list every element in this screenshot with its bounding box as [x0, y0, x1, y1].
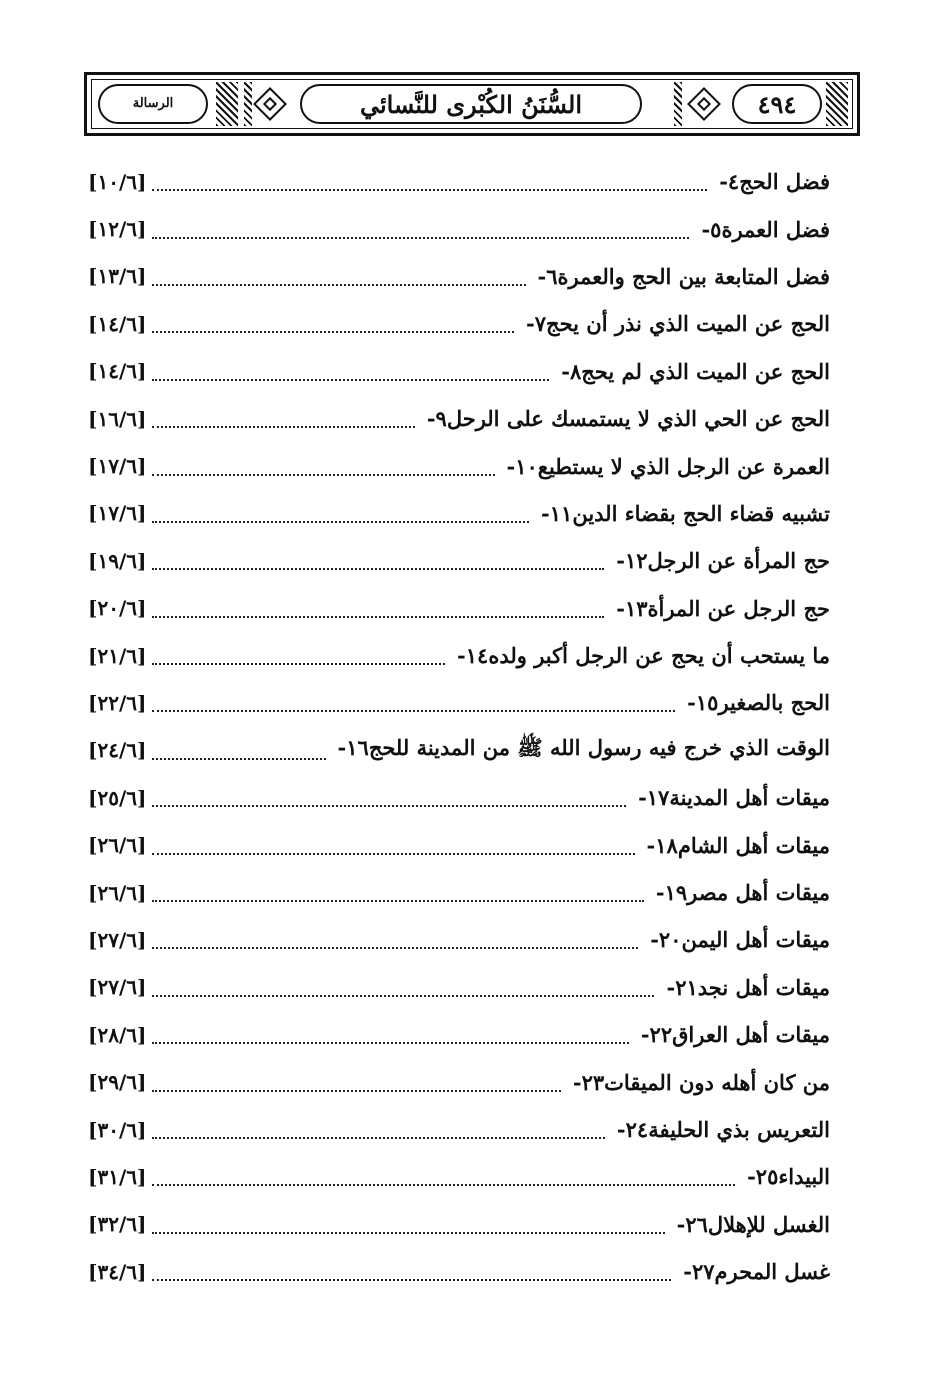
toc-entry-reference: [١٠/٦]: [88, 169, 147, 194]
toc-entry-heading: [641, 833, 830, 858]
toc-entry-number: ١٧-: [638, 785, 670, 811]
toc-entry: [88, 869, 830, 916]
toc-entry-title: التعريس بذي الحليفة: [648, 1117, 830, 1142]
toc-entry-heading: [660, 975, 830, 1000]
toc-entry: [88, 774, 830, 821]
toc-entry-reference: [٢١/٦]: [88, 643, 147, 668]
book-title: السُّنَنُ الكُبْرى للنَّسائي: [359, 89, 583, 119]
toc-entry-title: ميقات أهل العراق: [672, 1022, 830, 1048]
toc-entry-heading: [567, 1070, 830, 1095]
toc-entry-number: ٢٣-: [572, 1069, 605, 1095]
toc-entry-title: الحج عن الميت الذي نذر أن يحج: [546, 311, 830, 337]
toc-entry: [88, 442, 830, 489]
toc-entry-heading: [332, 735, 830, 766]
toc-entry-heading: [644, 927, 830, 952]
toc-entry-heading: [451, 643, 830, 668]
toc-entry-title: تشبيه قضاء الحج بقضاء الدين: [572, 500, 830, 526]
toc-entry-reference: [٢٦/٦]: [88, 833, 147, 858]
header-knot-left: [253, 87, 287, 121]
toc-entry-reference: [١٦/٦]: [88, 406, 147, 431]
page-number: ٤٩٤: [757, 89, 797, 119]
toc-entry: [88, 253, 830, 300]
toc-entry: [88, 300, 830, 347]
toc-dot-leader: [152, 662, 445, 665]
toc-entry-reference: [٢٢/٦]: [88, 690, 147, 715]
toc-entry-number: ٢١-: [666, 974, 698, 1000]
toc-dot-leader: [152, 1231, 664, 1234]
toc-entry-heading: [635, 1022, 830, 1047]
toc-dot-leader: [152, 473, 494, 476]
toc-entry-reference: [٢٧/٦]: [88, 927, 147, 952]
toc-entry-number: ٢٧-: [683, 1259, 715, 1285]
toc-entry-number: ٢٦-: [676, 1211, 708, 1237]
toc-entry-heading: [610, 548, 830, 573]
toc-entry-heading: [677, 1259, 830, 1284]
toc-entry-reference: [٣٤/٦]: [88, 1259, 147, 1284]
toc-entry: [88, 205, 830, 252]
book-title-cartouche: [300, 84, 642, 124]
toc-entry: [88, 537, 830, 584]
toc-entry-reference: [٢٩/٦]: [88, 1070, 147, 1095]
table-of-contents: [88, 158, 830, 1295]
toc-entry-number: ١٨-: [646, 832, 678, 858]
toc-entry-number: ٧-: [526, 311, 547, 337]
toc-entry-title: من كان أهله دون الميقات: [604, 1069, 830, 1095]
toc-entry-title: ميقات أهل مصر: [687, 880, 830, 906]
header-ornament-right: [826, 82, 848, 126]
toc-entry-heading: [741, 1164, 830, 1189]
toc-entry-heading: [650, 880, 830, 905]
header-inner-frame: [91, 79, 853, 129]
toc-entry-number: ٥-: [701, 216, 722, 242]
toc-dot-leader: [152, 1183, 735, 1186]
toc-dot-leader: [152, 852, 634, 855]
toc-dot-leader: [152, 378, 549, 381]
toc-entry-heading: [681, 690, 830, 715]
toc-entry-reference: [١٤/٦]: [88, 359, 147, 384]
toc-dot-leader: [152, 946, 638, 949]
toc-entry-number: ٩-: [426, 406, 447, 432]
header-hatch-right-2: [674, 82, 682, 126]
toc-entry-heading: [695, 217, 830, 242]
toc-entry-title: حج الرجل عن المرأة: [647, 595, 830, 621]
toc-entry-reference: [٢٧/٦]: [88, 975, 147, 1000]
publisher-logo-text: الرسالة: [132, 95, 174, 111]
toc-entry-reference: [٢٤/٦]: [88, 738, 147, 763]
toc-entry: [88, 395, 830, 442]
toc-dot-leader: [152, 1041, 628, 1044]
toc-entry-reference: [٣٠/٦]: [88, 1117, 147, 1142]
toc-entry-number: ٤-: [719, 169, 740, 195]
header-hatch-left-2: [244, 82, 252, 126]
toc-dot-leader: [152, 236, 689, 239]
toc-entry-heading: [611, 1117, 830, 1142]
toc-entry-reference: [١٢/٦]: [88, 217, 147, 242]
toc-dot-leader: [152, 188, 707, 191]
publisher-logo: [98, 84, 208, 124]
toc-entry-reference: [٢٦/٦]: [88, 880, 147, 905]
toc-entry-number: ٢٢-: [640, 1022, 673, 1048]
toc-entry: [88, 1153, 830, 1200]
toc-entry-heading: [713, 169, 830, 194]
toc-entry: [88, 1248, 830, 1295]
toc-entry: [88, 1011, 830, 1058]
toc-entry-number: ٨-: [561, 358, 582, 384]
toc-entry-number: ١٠-: [506, 453, 538, 479]
toc-entry-reference: [١٧/٦]: [88, 454, 147, 479]
toc-entry: [88, 1201, 830, 1248]
toc-entry-title: العمرة عن الرجل الذي لا يستطيع: [537, 453, 830, 479]
toc-entry-title: الحج عن الحي الذي لا يستمسك على الرحل: [446, 406, 830, 432]
toc-entry-number: ١٩-: [655, 880, 688, 906]
toc-entry-reference: [٢٨/٦]: [88, 1022, 147, 1047]
toc-dot-leader: [152, 1136, 604, 1139]
page-header: [84, 72, 860, 136]
toc-entry-heading: [532, 264, 831, 289]
toc-entry-title: ميقات أهل الشام: [677, 832, 830, 858]
toc-entry: [88, 964, 830, 1011]
toc-entry-title: ميقات أهل المدينة: [669, 785, 830, 811]
toc-entry-reference: [١٧/٦]: [88, 501, 147, 526]
toc-entry-heading: [520, 311, 830, 336]
toc-entry: [88, 821, 830, 868]
toc-dot-leader: [152, 330, 514, 333]
toc-dot-leader: [152, 994, 654, 997]
toc-dot-leader: [152, 567, 604, 570]
toc-dot-leader: [152, 757, 325, 760]
toc-entry-reference: [١٩/٦]: [88, 548, 147, 573]
toc-entry-heading: [555, 359, 830, 384]
toc-entry-title: غسل المحرم: [714, 1259, 830, 1285]
toc-entry-heading: [671, 1212, 830, 1237]
toc-entry-title: الوقت الذي خرج فيه رسول الله ﷺ من المدينة للحج: [368, 734, 830, 760]
toc-entry-title: فضل العمرة: [721, 216, 830, 242]
toc-entry-title: فضل الحج: [739, 169, 830, 195]
toc-entry-number: ١١-: [541, 500, 573, 526]
toc-entry-title: ميقات أهل نجد: [697, 974, 830, 1000]
toc-entry-number: ٢٥-: [747, 1164, 779, 1190]
toc-entry-heading: [632, 785, 830, 810]
toc-entry-title: الحج عن الميت الذي لم يحج: [581, 358, 830, 384]
toc-entry-number: ١٥-: [687, 690, 719, 716]
toc-dot-leader: [152, 709, 675, 712]
toc-entry-heading: [535, 501, 830, 526]
toc-entry: [88, 348, 830, 395]
toc-entry: [88, 632, 830, 679]
toc-entry-title: فضل المتابعة بين الحج والعمرة: [557, 263, 830, 289]
toc-entry-title: ما يستحب أن يحج عن الرجل أكبر ولده: [488, 643, 830, 669]
toc-entry-reference: [٢٠/٦]: [88, 596, 147, 621]
toc-dot-leader: [152, 899, 643, 902]
toc-entry: [88, 490, 830, 537]
toc-entry: [88, 1106, 830, 1153]
toc-entry-number: ١٤-: [457, 643, 489, 669]
toc-entry: [88, 727, 830, 774]
toc-entry-title: الغسل للإهلال: [707, 1211, 830, 1237]
toc-entry-heading: [610, 596, 830, 621]
toc-dot-leader: [152, 1278, 671, 1281]
toc-entry-heading: [501, 454, 830, 479]
toc-dot-leader: [152, 615, 604, 618]
toc-entry-reference: [٣٢/٦]: [88, 1212, 147, 1237]
header-ornament-left: [216, 82, 238, 126]
toc-entry-reference: [١٣/٦]: [88, 264, 147, 289]
toc-entry: [88, 679, 830, 726]
toc-entry: [88, 585, 830, 632]
toc-entry-reference: [١٤/٦]: [88, 311, 147, 336]
toc-dot-leader: [152, 1089, 560, 1092]
toc-entry-title: البيداء: [778, 1164, 830, 1190]
toc-dot-leader: [152, 425, 414, 428]
toc-entry-number: ٦-: [537, 263, 558, 289]
page-number-cartouche: [732, 84, 822, 124]
toc-dot-leader: [152, 520, 529, 523]
toc-entry-number: ١٦-: [337, 734, 369, 760]
toc-entry: [88, 916, 830, 963]
toc-entry-number: ١٢-: [616, 548, 648, 574]
toc-entry-title: الحج بالصغير: [718, 690, 830, 716]
header-knot-right: [687, 87, 721, 121]
toc-entry-title: حج المرأة عن الرجل: [647, 548, 830, 574]
toc-entry: [88, 1058, 830, 1105]
toc-entry-title: ميقات أهل اليمن: [681, 927, 830, 953]
toc-dot-leader: [152, 804, 626, 807]
toc-entry-reference: [٣١/٦]: [88, 1164, 147, 1189]
toc-entry-reference: [٢٥/٦]: [88, 785, 147, 810]
toc-entry-number: ٢٠-: [650, 927, 682, 953]
toc-entry-number: ١٣-: [616, 595, 648, 621]
toc-dot-leader: [152, 283, 525, 286]
toc-entry: [88, 158, 830, 205]
toc-entry-heading: [421, 406, 830, 431]
toc-entry-number: ٢٤-: [616, 1117, 649, 1142]
